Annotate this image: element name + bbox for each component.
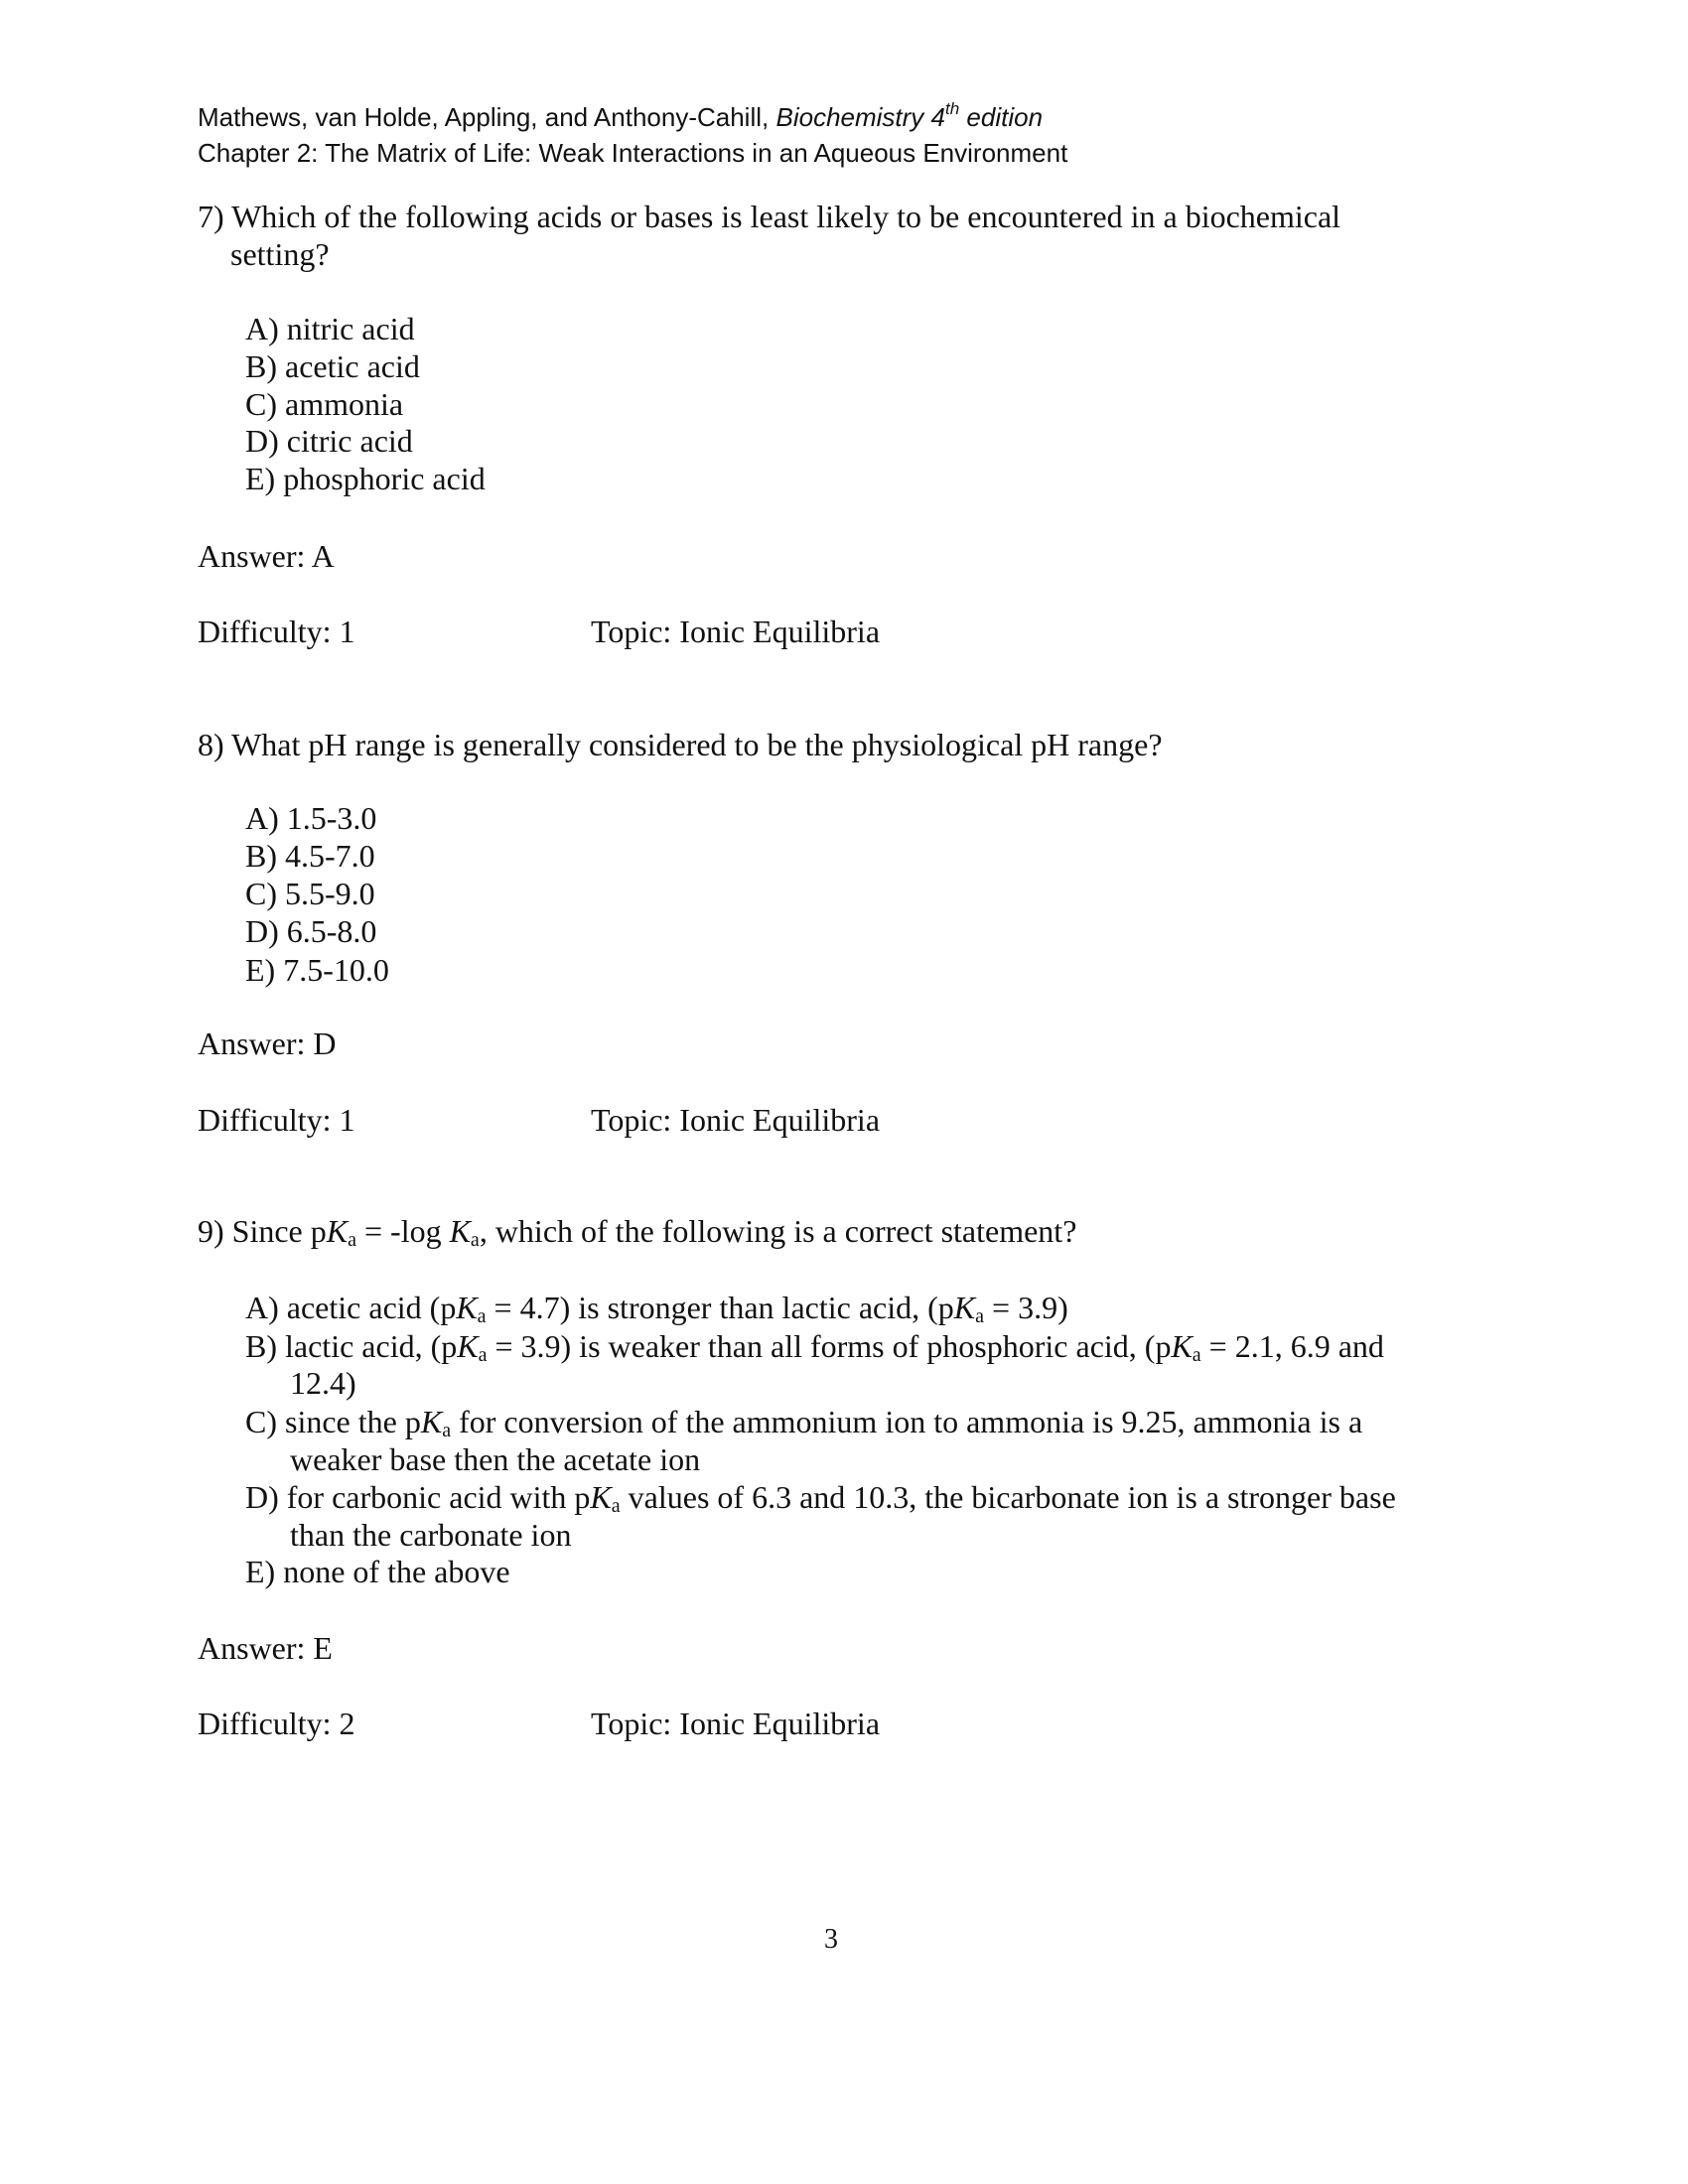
q9-option-c-cont: weaker base then the acetate ion — [290, 1441, 701, 1477]
q8-option-e: E) 7.5-10.0 — [245, 952, 389, 988]
q7-topic: Topic: Ionic Equilibria — [591, 614, 881, 649]
q7-option-e: E) phosphoric acid — [245, 461, 486, 496]
q9-option-c: C) since the $pK_a$ for conversion of the ammonium ion to ammonia is 9.25, ammonia is a — [245, 1404, 1363, 1441]
q7-option-d: D) citric acid — [245, 423, 413, 459]
q9-topic: Topic: Ionic Equilibria — [591, 1706, 881, 1741]
q7-difficulty: Difficulty: 1 — [198, 614, 355, 649]
q8-topic: Topic: Ionic Equilibria — [591, 1102, 881, 1138]
q9-difficulty: Difficulty: 2 — [198, 1706, 355, 1741]
question-7-stem-cont: setting? — [230, 236, 330, 272]
question-9-stem: 9) Since $pK_a = -\log$ $K_a$, which of the following is a correct statement? — [198, 1213, 1077, 1251]
q8-option-a: A) 1.5-3.0 — [245, 800, 377, 836]
q8-answer: Answer: D — [198, 1025, 337, 1061]
page-number: 3 — [824, 1924, 838, 1955]
q9-option-d: D) for carbonic acid with $pK_a$ values of 6.3 and 10.3, the bicarbonate ion is a stronger base — [245, 1479, 1396, 1517]
q9-answer: Answer: E — [198, 1630, 333, 1666]
authors: Mathews, van Holde, Appling, and Anthony-Cahill, — [198, 102, 770, 132]
q8-option-c: C) 5.5-9.0 — [245, 876, 375, 911]
running-header-title — [198, 99, 1044, 132]
q8-difficulty: Difficulty: 1 — [198, 1102, 355, 1138]
q9-option-a: A) acetic acid $(pK_a = 4.7)$ is stronger than lactic acid, $(pK_a = 3.9)$ — [245, 1290, 1068, 1327]
q9-option-b: B) lactic acid, $(pK_a = 3.9)$ is weaker than all forms of phosphoric acid, ($pK_a = 2.1$, 6.9 and — [245, 1328, 1384, 1366]
question-8-stem: 8) What pH range is generally considered to be the physiological pH range? — [198, 727, 1163, 762]
question-7-stem: 7) Which of the following acids or bases is least likely to be encountered in a biochemical — [198, 199, 1341, 234]
q9-option-b-cont: 12.4) — [290, 1365, 356, 1401]
running-header-chapter: Chapter 2: The Matrix of Life: Weak Interactions in an Aqueous Environment — [198, 138, 1068, 168]
q7-answer: Answer: A — [198, 538, 335, 574]
q8-option-b: B) 4.5-7.0 — [245, 838, 375, 874]
q8-option-d: D) 6.5-8.0 — [245, 913, 377, 949]
q9-option-e: E) none of the above — [245, 1554, 510, 1589]
q7-option-c: C) ammonia — [245, 386, 404, 422]
q9-option-d-cont: than the carbonate ion — [290, 1517, 572, 1553]
q7-option-b: B) acetic acid — [245, 348, 420, 384]
q7-option-a: A) nitric acid — [245, 311, 415, 346]
book-title: Biochemistry 4th edition — [775, 99, 1044, 132]
